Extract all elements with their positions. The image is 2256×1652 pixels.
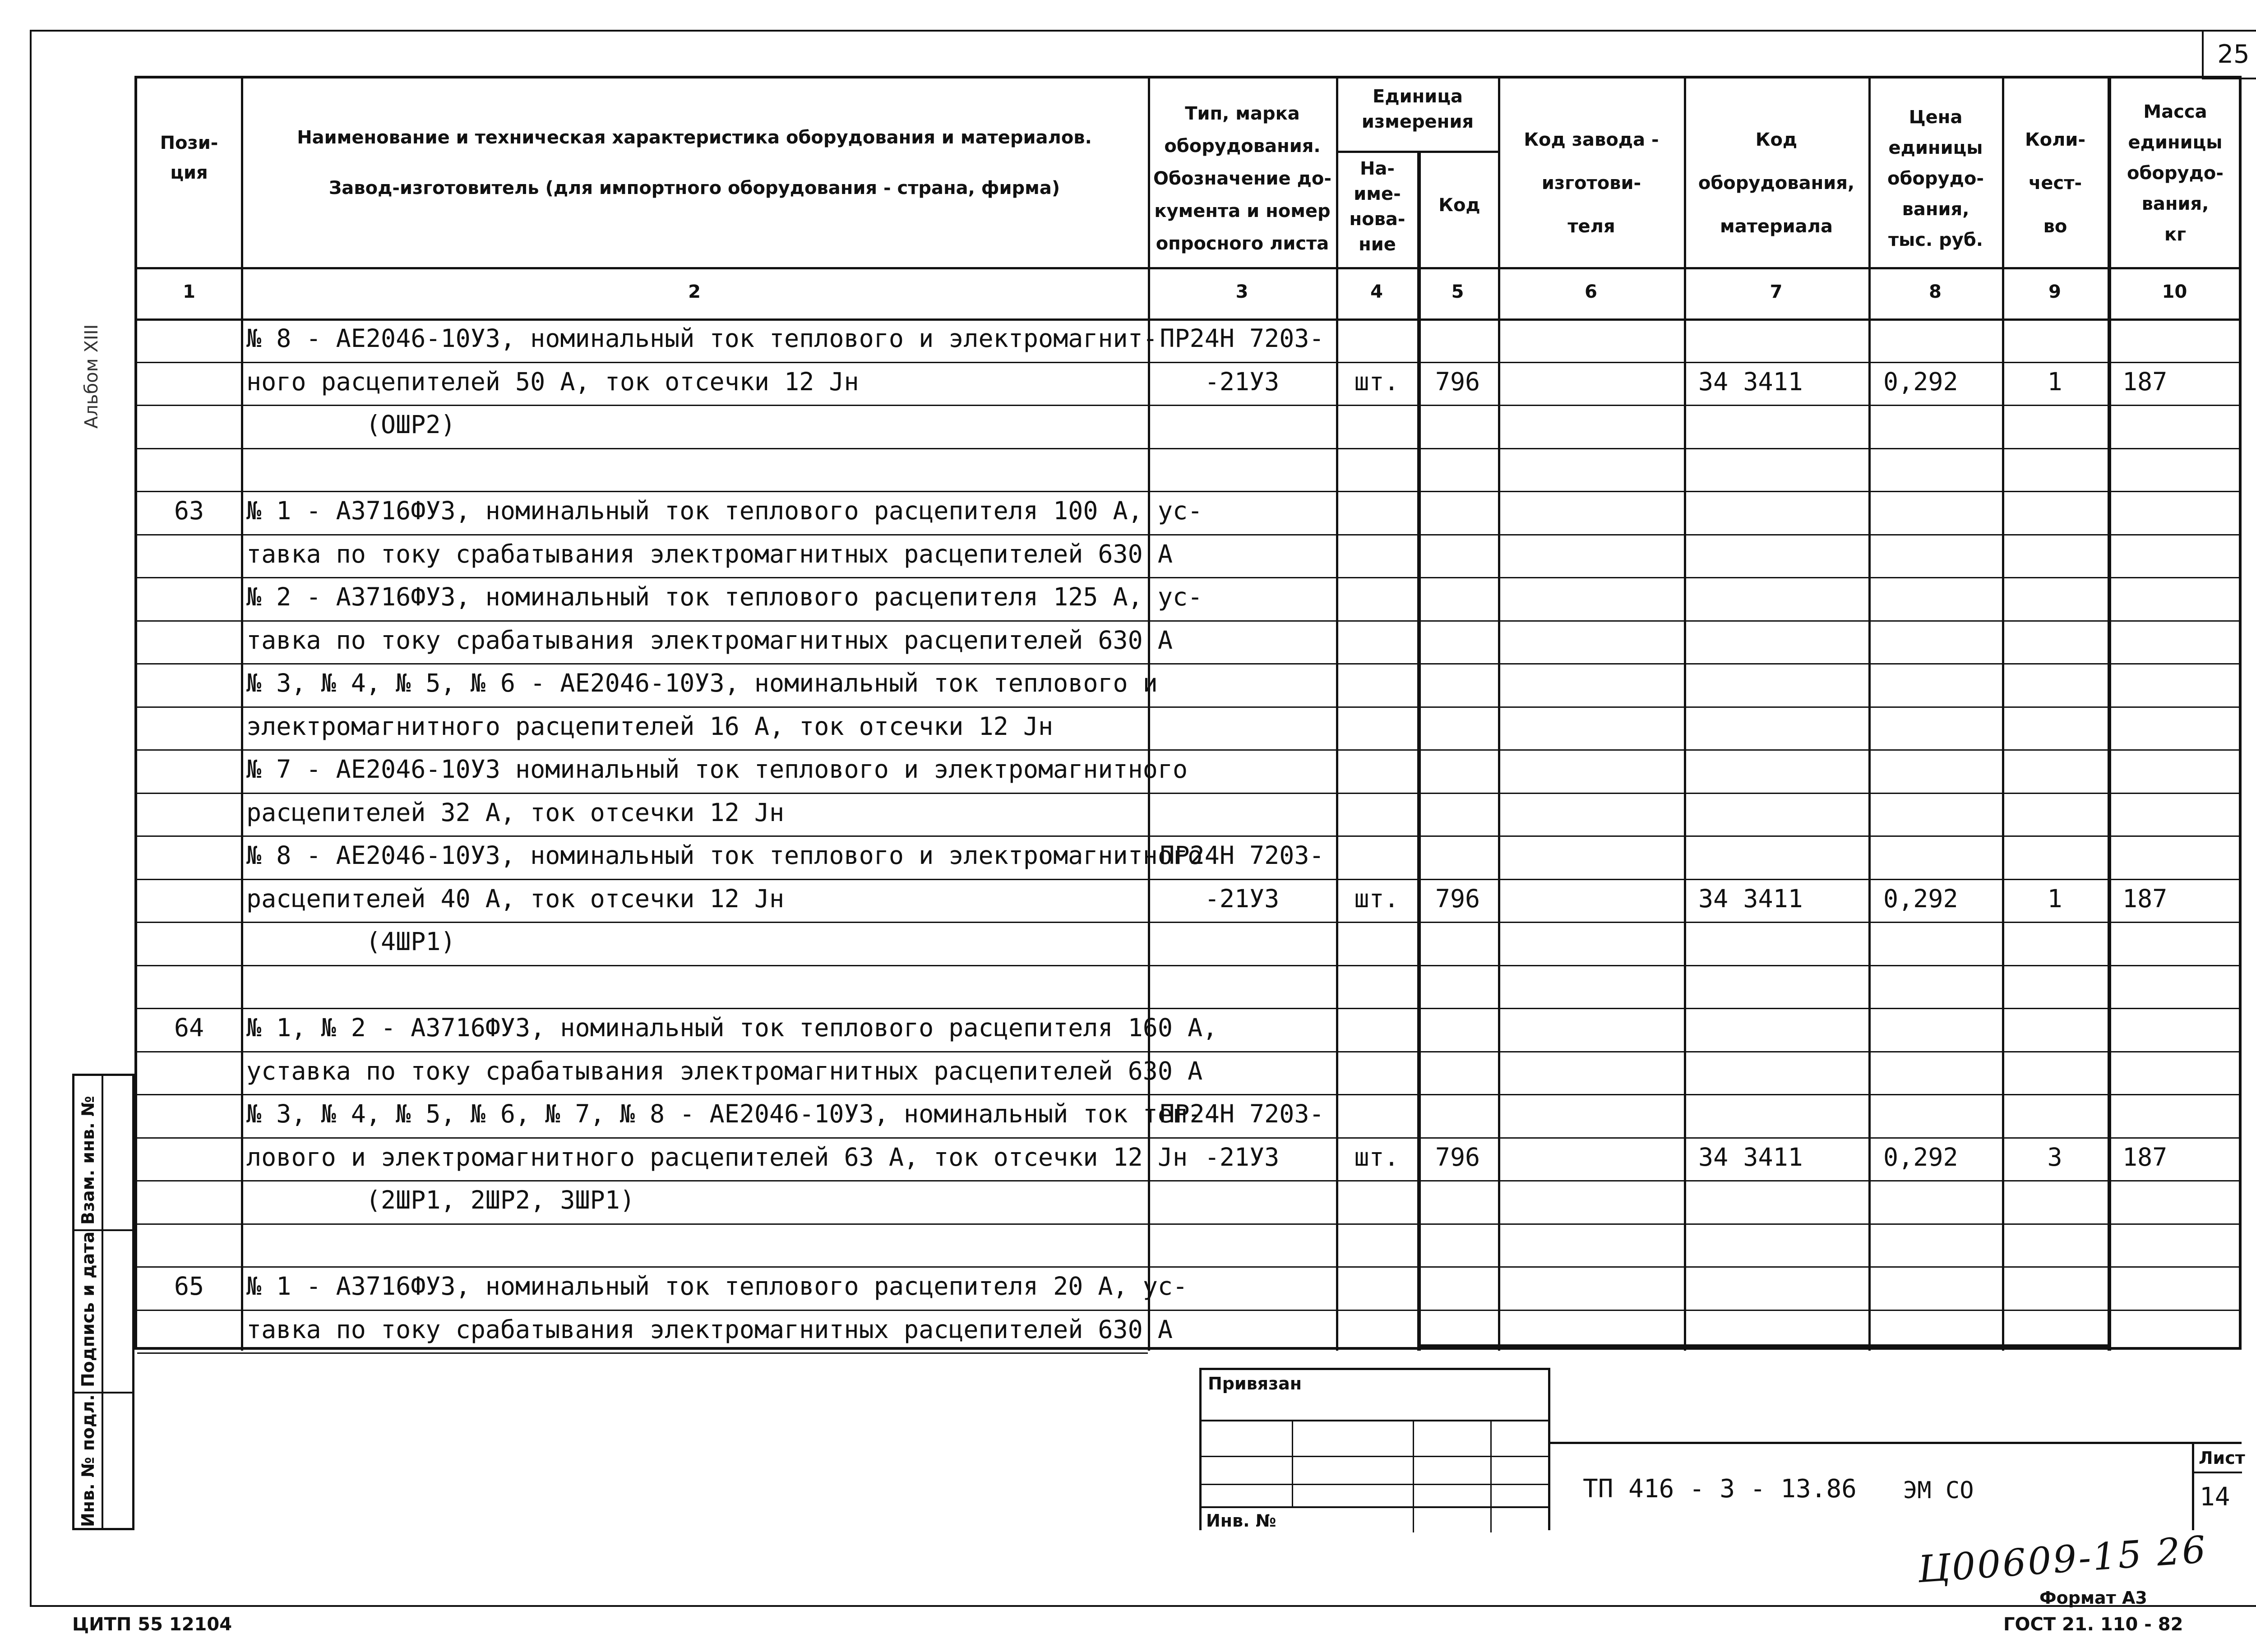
data-bottom-line	[1419, 1344, 2111, 1348]
name-cell: электромагнитного расцепителей 16 А, ток отсечки 12 Jн	[246, 711, 1054, 741]
doc-code: ЭМ СО	[1903, 1477, 1974, 1504]
type-cell: ПР24Н 7203-	[1160, 1099, 1324, 1128]
col-line	[1684, 78, 1686, 1351]
header-mass: Масса единицы оборудо- вания, кг	[2127, 102, 2224, 245]
colnum-10: 10	[2162, 281, 2187, 302]
colnum-7: 7	[1770, 281, 1783, 302]
row-line	[137, 1094, 2242, 1095]
row-line	[137, 835, 2242, 837]
row-line	[137, 663, 2242, 664]
colnum-4: 4	[1370, 281, 1383, 302]
sheet-label: Лист	[2199, 1448, 2245, 1468]
header-qty: Коли- чест- во	[2025, 129, 2086, 237]
header-name-1: Наименование и техническая характеристика оборудования и материалов.	[297, 127, 1092, 148]
colnum-6: 6	[1585, 281, 1597, 302]
row-line	[137, 1223, 2242, 1225]
row-line	[137, 1310, 2242, 1311]
side-stamp-divider	[102, 1076, 103, 1529]
mass-cell: 187	[2122, 884, 2168, 913]
position-cell: 64	[174, 1013, 204, 1042]
row-line	[137, 448, 2242, 449]
title-block-line	[1549, 1442, 2242, 1444]
mass-cell: 187	[2122, 367, 2168, 396]
name-cell: № 7 - АЕ2046-10УЗ номинальный ток теплового и электромагнитного	[246, 755, 1188, 784]
corner-number: 25	[2217, 40, 2250, 69]
privyazan-line	[1202, 1506, 1548, 1508]
row-line	[137, 1051, 2242, 1052]
side-stamp-h1	[74, 1229, 133, 1231]
row-line	[137, 491, 2242, 492]
privyazan-vline	[1490, 1420, 1492, 1532]
header-unit-name: На- име- нова- ние	[1349, 158, 1405, 255]
row-line	[137, 1008, 2242, 1009]
name-cell: лового и электромагнитного расцепителей 63 А, ток отсечки 12 Jн	[246, 1142, 1188, 1172]
privyazan-vline	[1292, 1420, 1293, 1506]
colnum-9: 9	[2048, 281, 2061, 302]
colnum-8: 8	[1929, 281, 1942, 302]
col-line	[1498, 78, 1500, 1351]
sheet-box	[2192, 1442, 2245, 1530]
name-cell: расцепителей 40 А, ток отсечки 12 Jн	[246, 884, 785, 913]
spec-table	[134, 76, 2242, 1350]
side-vzam-label: Взам. инв. №	[78, 1096, 98, 1225]
colnum-2: 2	[688, 281, 701, 302]
unit-name-cell: шт.	[1354, 884, 1399, 913]
equipment-code-cell: 34 3411	[1698, 367, 1803, 396]
name-cell: № 1 - А3716ФУЗ, номинальный ток теплового расцепителя 20 А, ус-	[246, 1272, 1188, 1301]
side-inv-label: Инв. № подл.	[78, 1394, 98, 1527]
side-stamp-h2	[74, 1392, 133, 1394]
privyazan-vline	[1413, 1420, 1414, 1532]
privyazan-label: Привязан	[1208, 1374, 1302, 1394]
position-cell: 63	[174, 496, 204, 525]
inv-no-label: Инв. №	[1206, 1511, 1276, 1531]
side-podpis-label: Подпись и дата	[78, 1231, 98, 1387]
row-line	[137, 922, 2242, 923]
side-stamp	[72, 1074, 134, 1530]
row-line	[137, 749, 2242, 751]
footer-left: ЦИТП 55 12104	[72, 1614, 232, 1635]
name-cell: тавка по току срабатывания электромагнитных расцепителей 630 А	[246, 625, 1173, 655]
price-cell: 0,292	[1883, 884, 1958, 913]
header-name-2: Завод-изготовитель (для импортного оборудования - страна, фирма)	[328, 178, 1060, 198]
row-line	[137, 706, 2242, 708]
header-price: Цена единицы оборудо- вания, тыс. руб.	[1887, 107, 1984, 250]
unit-name-cell: шт.	[1354, 367, 1399, 396]
row-line	[137, 1180, 2242, 1181]
colnum-5: 5	[1451, 281, 1464, 302]
row-line	[137, 405, 2242, 406]
equipment-code-cell: 34 3411	[1698, 1142, 1803, 1172]
footer-right: ГОСТ 21. 110 - 82	[2003, 1614, 2183, 1635]
quantity-cell: 1	[2047, 884, 2062, 913]
header-pos: Пози- ция	[160, 133, 218, 183]
colnum-3: 3	[1235, 281, 1248, 302]
unit-name-cell: шт.	[1354, 1142, 1399, 1172]
name-cell: уставка по току срабатывания электромагнитных расцепителей 630 А	[246, 1056, 1203, 1085]
privyazan-line	[1202, 1420, 1548, 1421]
sheet-number: 14	[2200, 1482, 2230, 1512]
corner-number-box	[2202, 30, 2256, 79]
row-line	[137, 1266, 2242, 1268]
unit-code-cell: 796	[1435, 367, 1480, 396]
name-cell: № 8 - АЕ2046-10УЗ, номинальный ток теплового и электромагнит-	[246, 324, 1158, 353]
privyazan-line	[1202, 1484, 1548, 1485]
name-cell: ного расцепителей 50 А, ток отсечки 12 Jн	[246, 367, 859, 396]
name-cell: № 1, № 2 - А3716ФУЗ, номинальный ток теплового расцепителя 160 А,	[246, 1013, 1218, 1042]
equipment-code-cell: 34 3411	[1698, 884, 1803, 913]
col-line	[2108, 78, 2111, 1351]
name-cell: тавка по току срабатывания электромагнитных расцепителей 630 А	[246, 539, 1173, 568]
row-line	[137, 1137, 2242, 1139]
format-label: Формат А3	[2039, 1588, 2147, 1608]
row-line	[137, 577, 2242, 578]
header-unit-code: Код	[1438, 195, 1480, 216]
name-cell: расцепителей 32 А, ток отсечки 12 Jн	[246, 798, 785, 827]
name-cell: (ОШР2)	[246, 410, 456, 439]
name-cell: № 2 - А3716ФУЗ, номинальный ток теплового расцепителя 125 А, ус-	[246, 582, 1203, 611]
handwritten-note: Ц00609-15 26	[1916, 1528, 2209, 1592]
type-cell: -21УЗ	[1204, 884, 1280, 913]
header-line	[137, 318, 2242, 321]
header-line	[137, 267, 2242, 269]
name-cell: (2ШР1, 2ШР2, 3ШР1)	[246, 1186, 635, 1214]
type-cell: ПР24Н 7203-	[1160, 324, 1324, 353]
row-line	[137, 793, 2242, 794]
sheet-box-line	[2194, 1472, 2242, 1473]
privyazan-box	[1199, 1368, 1550, 1530]
colnum-1: 1	[183, 281, 195, 302]
price-cell: 0,292	[1883, 1142, 1958, 1172]
name-cell: № 8 - АЕ2046-10УЗ, номинальный ток теплового и электромагнитного	[246, 841, 1203, 870]
header-eq-code: Код оборудования, материала	[1698, 129, 1855, 237]
album-label: Альбом XIII	[81, 324, 102, 429]
header-type: Тип, марка оборудования. Обозначение до- кумента и номер опросного листа	[1153, 103, 1331, 254]
title-block	[134, 1348, 2245, 1531]
quantity-cell: 1	[2047, 367, 2062, 396]
name-cell: (4ШР1)	[246, 927, 456, 956]
unit-code-cell: 796	[1435, 1142, 1480, 1172]
header-unit-group: Единица измерения	[1361, 86, 1474, 132]
header-mfr-code: Код завода - изготови- теля	[1524, 129, 1659, 237]
privyazan-line	[1202, 1456, 1548, 1457]
row-line	[137, 534, 2242, 535]
row-line	[137, 879, 2242, 880]
row-line	[137, 965, 2242, 966]
row-line	[137, 620, 2242, 622]
type-cell: -21УЗ	[1204, 367, 1280, 396]
designation: ТП 416 - 3 - 13.86	[1583, 1474, 1857, 1504]
name-cell: № 1 - А3716ФУЗ, номинальный ток теплового расцепителя 100 А, ус-	[246, 496, 1203, 525]
name-cell: тавка по току срабатывания электромагнитных расцепителей 630 А	[246, 1315, 1173, 1344]
col-line	[1868, 78, 1871, 1351]
name-cell: № 3, № 4, № 5, № 6 - АЕ2046-10УЗ, номинальный ток теплового и	[246, 669, 1158, 697]
mass-cell: 187	[2122, 1142, 2168, 1172]
header-line	[1336, 151, 1498, 153]
position-cell: 65	[174, 1272, 204, 1301]
col-line	[241, 78, 243, 1351]
type-cell: -21УЗ	[1204, 1142, 1280, 1172]
unit-code-cell: 796	[1435, 884, 1480, 913]
price-cell: 0,292	[1883, 367, 1958, 396]
quantity-cell: 3	[2047, 1142, 2062, 1172]
row-line	[137, 362, 2242, 363]
type-cell: ПР24Н 7203-	[1160, 841, 1324, 870]
name-cell: № 3, № 4, № 5, № 6, № 7, № 8 - АЕ2046-10УЗ, номинальный ток теп-	[246, 1099, 1203, 1128]
